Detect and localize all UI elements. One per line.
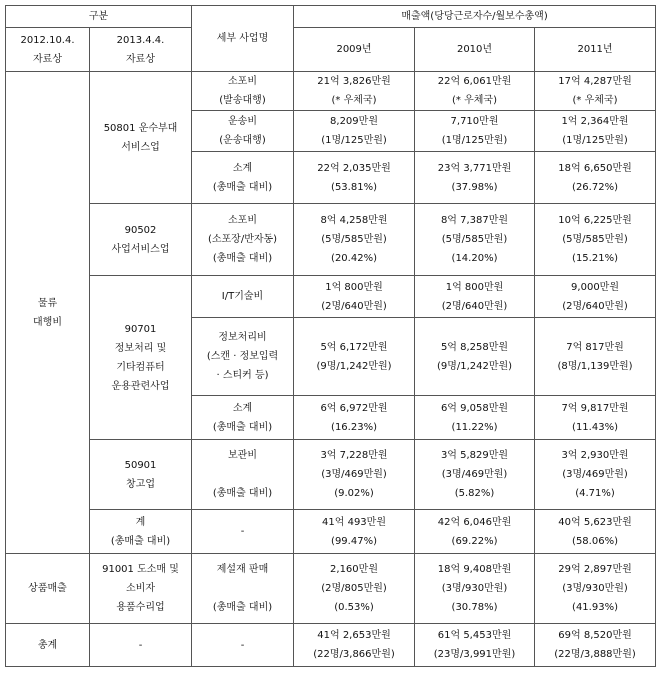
cell-r2-2009: 8,209만원 (1명/125만원) xyxy=(294,111,415,152)
detail-deicer-sales: 제설재 판매 (총매출 대비) xyxy=(192,554,294,624)
detail-it-tech: I/T기술비 xyxy=(192,276,294,318)
sales-table xyxy=(5,5,656,667)
detail-info-processing: 정보처리비 (스캔 · 정보입력 · 스티커 등) xyxy=(192,318,294,396)
detail-parcel: 소포비 (발송대행) xyxy=(192,72,294,111)
cell-r8-2009: 3억 7,228만원 (3명/469만원) (9.02%) xyxy=(294,440,415,510)
code-91001: 91001 도소매 및 소비자 용품수리업 xyxy=(90,554,192,624)
detail-subtotal-2: 소계 (총매출 대비) xyxy=(192,396,294,440)
cell-r8-2010: 3억 5,829만원 (3명/469만원) (5.82%) xyxy=(415,440,535,510)
code-50901: 50901 창고업 xyxy=(90,440,192,510)
cell-r8-2011: 3억 2,930만원 (3명/469만원) (4.71%) xyxy=(535,440,656,510)
header-year-2009: 2009년 xyxy=(294,28,415,72)
cell-r6-2010: 5억 8,258만원 (9명/1,242만원) xyxy=(415,318,535,396)
cell-r4-2009: 8억 4,258만원 (5명/585만원) (20.42%) xyxy=(294,204,415,276)
header-2012: 2012.10.4. 자료상 xyxy=(6,28,90,72)
cell-r10-2011: 29억 2,897만원 (3명/930만원) (41.93%) xyxy=(535,554,656,624)
logistics-total-detail: - xyxy=(192,510,294,554)
code-50801: 50801 운수부대 서비스업 xyxy=(90,72,192,204)
detail-storage: 보관비 (총매출 대비) xyxy=(192,440,294,510)
cell-r1-2011: 17억 4,287만원 (* 우체국) xyxy=(535,72,656,111)
cell-r7-2010: 6억 9,058만원 (11.22%) xyxy=(415,396,535,440)
header-gubun: 구분 xyxy=(6,6,192,28)
code-90502: 90502 사업서비스업 xyxy=(90,204,192,276)
cell-r11-2009: 41억 2,653만원 (22명/3,866만원) xyxy=(294,624,415,667)
cell-r6-2011: 7억 817만원 (8명/1,139만원) xyxy=(535,318,656,396)
logistics-total-label: 계 (총매출 대비) xyxy=(90,510,192,554)
detail-subtotal-1: 소계 (총매출 대비) xyxy=(192,152,294,204)
cell-r4-2010: 8억 7,387만원 (5명/585만원) (14.20%) xyxy=(415,204,535,276)
cell-r7-2011: 7억 9,817만원 (11.43%) xyxy=(535,396,656,440)
header-sales: 매출액(당당근로자수/월보수총액) xyxy=(294,6,656,28)
cell-r1-2009: 21억 3,826만원 (* 우체국) xyxy=(294,72,415,111)
header-year-2010: 2010년 xyxy=(415,28,535,72)
header-year-2011: 2011년 xyxy=(535,28,656,72)
cell-r3-2010: 23억 3,771만원 (37.98%) xyxy=(415,152,535,204)
cell-r7-2009: 6억 6,972만원 (16.23%) xyxy=(294,396,415,440)
group-logistics: 물류 대행비 xyxy=(6,72,90,554)
cell-r5-2009: 1억 800만원 (2명/640만원) xyxy=(294,276,415,318)
code-90701: 90701 정보처리 및 기타컴퓨터 운용관련사업 xyxy=(90,276,192,440)
cell-r10-2009: 2,160만원 (2명/805만원) (0.53%) xyxy=(294,554,415,624)
cell-r2-2010: 7,710만원 (1명/125만원) xyxy=(415,111,535,152)
header-detail: 세부 사업명 xyxy=(192,6,294,72)
cell-r9-2010: 42억 6,046만원 (69.22%) xyxy=(415,510,535,554)
group-grand-total: 총계 xyxy=(6,624,90,667)
cell-r2-2011: 1억 2,364만원 (1명/125만원) xyxy=(535,111,656,152)
cell-r3-2011: 18억 6,650만원 (26.72%) xyxy=(535,152,656,204)
cell-r1-2010: 22억 6,061만원 (* 우체국) xyxy=(415,72,535,111)
cell-r5-2010: 1억 800만원 (2명/640만원) xyxy=(415,276,535,318)
cell-r11-2010: 61억 5,453만원 (23명/3,991만원) xyxy=(415,624,535,667)
cell-r5-2011: 9,000만원 (2명/640만원) xyxy=(535,276,656,318)
cell-r11-2011: 69억 8,520만원 (22명/3,888만원) xyxy=(535,624,656,667)
cell-r4-2011: 10억 6,225만원 (5명/585만원) (15.21%) xyxy=(535,204,656,276)
detail-transport: 운송비 (운송대행) xyxy=(192,111,294,152)
cell-r6-2009: 5억 6,172만원 (9명/1,242만원) xyxy=(294,318,415,396)
cell-r9-2009: 41억 493만원 (99.47%) xyxy=(294,510,415,554)
group-goods-sales: 상품매출 xyxy=(6,554,90,624)
cell-r3-2009: 22억 2,035만원 (53.81%) xyxy=(294,152,415,204)
grand-total-detail: - xyxy=(192,624,294,667)
cell-r9-2011: 40억 5,623만원 (58.06%) xyxy=(535,510,656,554)
grand-total-code: - xyxy=(90,624,192,667)
header-2013: 2013.4.4. 자료상 xyxy=(90,28,192,72)
cell-r10-2010: 18억 9,408만원 (3명/930만원) (30.78%) xyxy=(415,554,535,624)
detail-parcel-packing: 소포비 (소포장/반자동) (총매출 대비) xyxy=(192,204,294,276)
